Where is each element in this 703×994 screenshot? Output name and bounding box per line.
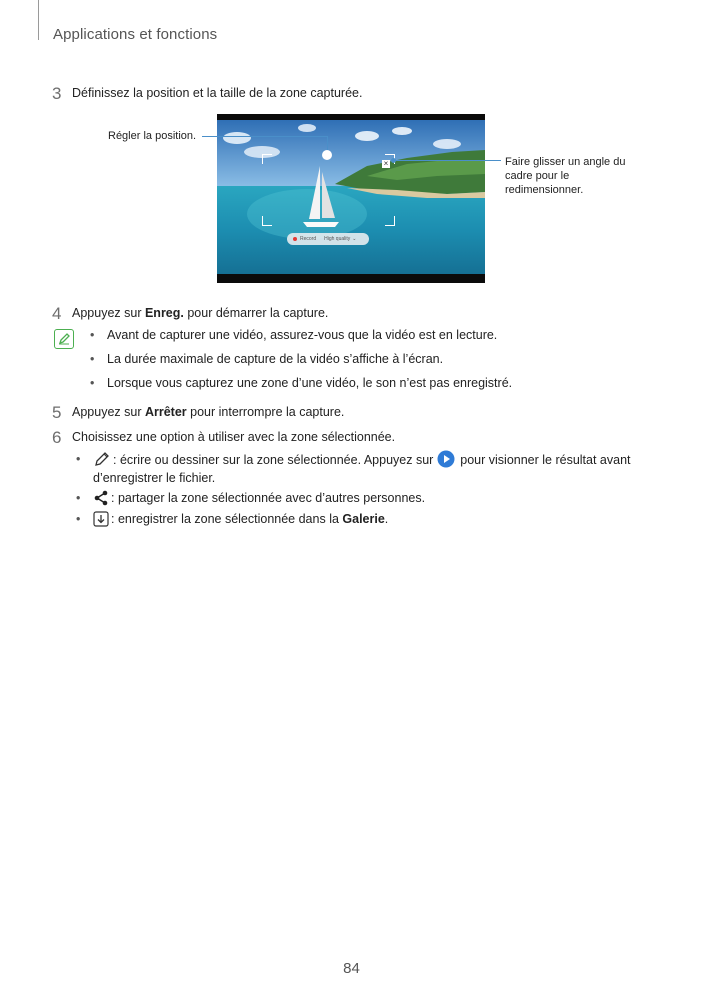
note-text: Lorsque vous capturez une zone d’une vidéo, le son n’est pas enregistré. [107, 376, 513, 390]
step-text: Définissez la position et la taille de la zone capturée. [72, 86, 363, 100]
record-button[interactable]: Record [300, 236, 317, 242]
step-4 [52, 304, 328, 324]
frame-corner-br[interactable] [385, 216, 395, 226]
option-draw-continued: d’enregistrer le fichier. [93, 471, 216, 485]
callout-resize: Faire glisser un angle du cadre pour le redimensionner. [505, 156, 626, 196]
option-draw-text: : écrire ou dessiner sur la zone sélectionnée. Appuyez sur [113, 453, 437, 467]
note-item: • Lorsque vous capturez une zone d’une vidéo, le son n’est pas enregistré. [90, 376, 513, 390]
capture-screenshot [217, 114, 485, 283]
step-5 [52, 403, 344, 423]
step-text: Appuyez sur [72, 306, 145, 320]
callout-position-line [202, 136, 327, 137]
callout-resize-line [393, 160, 501, 161]
pen-icon [93, 450, 111, 468]
capture-controls [287, 233, 369, 245]
step-text: Appuyez sur [72, 405, 145, 419]
pencil-note-icon [57, 332, 71, 346]
note-text: Avant de capturer une vidéo, assurez-vous que la vidéo est en lecture. [107, 328, 498, 342]
record-label: Enreg. [144, 306, 184, 320]
move-handle[interactable] [322, 150, 332, 160]
note-item: • La durée maximale de capture de la vidéo s’affiche à l’écran. [90, 352, 444, 366]
capture-frame[interactable] [262, 154, 395, 226]
step-3 [52, 84, 362, 104]
option-draw: • : écrire ou dessiner sur la zone sélectionnée. Appuyez sur pour visionner le résultat avant [76, 452, 631, 467]
frame-corner-tl[interactable] [262, 154, 272, 164]
stop-label: Arrêter [144, 405, 187, 419]
play-icon [437, 450, 455, 468]
page-number: 84 [343, 960, 360, 977]
step-number: 3 [52, 84, 62, 103]
gallery-label: Galerie [342, 512, 385, 526]
option-save-text: : enregistrer la zone sélectionnée dans la [111, 512, 343, 526]
callout-position-line-down [327, 136, 328, 150]
page-header-title: Applications et fonctions [53, 26, 218, 43]
note-text: La durée maximale de capture de la vidéo s’affiche à l’écran. [107, 352, 444, 366]
step-number: 6 [52, 428, 62, 447]
close-icon[interactable]: × [383, 159, 389, 168]
option-draw-text-end: pour visionner le résultat avant [456, 453, 631, 467]
option-save-text-end: . [384, 512, 389, 526]
step-text: Choisissez une option à utiliser avec la zone sélectionnée. [72, 430, 396, 444]
step-text-end: pour démarrer la capture. [183, 306, 329, 320]
header-rule [38, 0, 39, 40]
chevron-down-icon[interactable]: ⌄ [352, 236, 357, 242]
download-icon [93, 511, 109, 527]
share-icon [93, 490, 109, 506]
record-icon[interactable] [293, 237, 297, 241]
option-save: • : enregistrer la zone sélectionnée dans la Galerie. [76, 512, 389, 526]
option-share: • : partager la zone sélectionnée avec d’autres personnes. [76, 491, 426, 505]
step-number: 5 [52, 403, 62, 422]
step-number: 4 [52, 304, 62, 323]
note-item: • Avant de capturer une vidéo, assurez-vous que la vidéo est en lecture. [90, 328, 498, 342]
step-text-end: pour interrompre la capture. [186, 405, 345, 419]
callout-resize-dot [391, 158, 396, 163]
step-6 [52, 428, 395, 448]
frame-corner-bl[interactable] [262, 216, 272, 226]
quality-select[interactable]: High quality [324, 236, 351, 242]
callout-position: Régler la position. [108, 130, 197, 142]
option-share-text: : partager la zone sélectionnée avec d’autres personnes. [111, 491, 426, 505]
note-icon [54, 329, 74, 349]
